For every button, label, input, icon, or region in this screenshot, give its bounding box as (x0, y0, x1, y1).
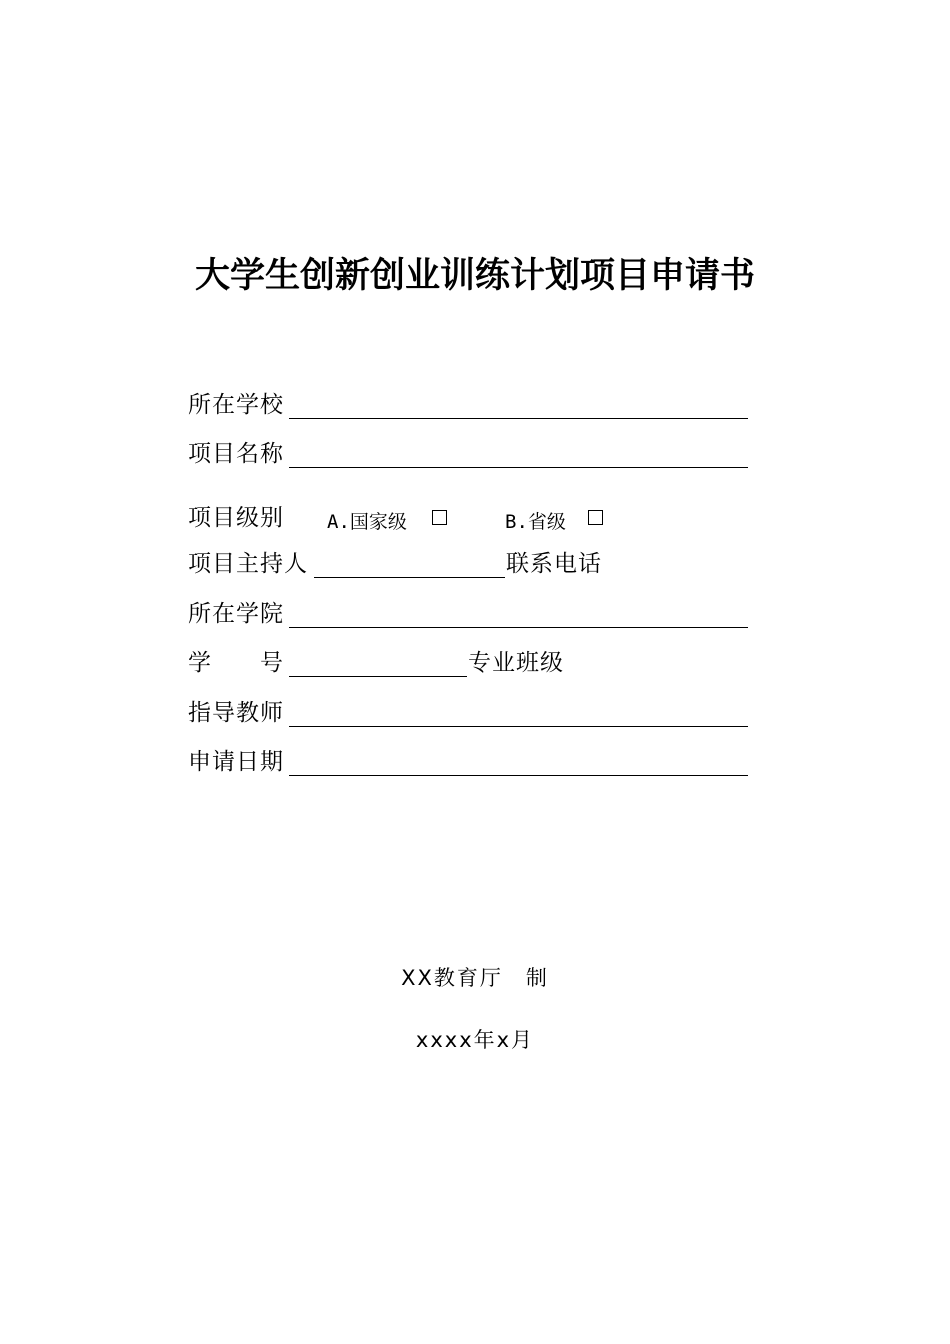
school-label: 所在学校 (188, 392, 284, 418)
school-row (188, 387, 750, 423)
college-input-line[interactable] (289, 627, 748, 628)
advisor-input-line[interactable] (289, 726, 748, 727)
application-date-input-line[interactable] (289, 775, 748, 776)
date-row (188, 744, 750, 780)
level-national-checkbox[interactable] (432, 510, 447, 525)
project-level-label: 项目级别 (188, 505, 284, 531)
project-name-label: 项目名称 (188, 441, 284, 467)
student-id-label: 学 号 (188, 650, 284, 676)
level-option-provincial-label: B.省级 (505, 511, 566, 533)
student-id-input-line[interactable] (289, 676, 467, 677)
host-input-line[interactable] (314, 577, 505, 578)
advisor-row (188, 695, 750, 731)
phone-label: 联系电话 (506, 551, 602, 577)
application-date-label: 申请日期 (188, 749, 284, 775)
document-title: 大学生创新创业训练计划项目申请书 (194, 255, 755, 296)
project-level-row (188, 500, 750, 536)
level-option-national-label: A.国家级 (327, 511, 407, 533)
college-row (188, 596, 750, 632)
level-provincial-checkbox[interactable] (588, 510, 603, 525)
issuer-text: XX教育厅 制 (401, 966, 549, 990)
issue-date-text: xxxx年x月 (415, 1028, 535, 1052)
host-row (188, 546, 750, 582)
college-label: 所在学院 (188, 601, 284, 627)
project-name-row (188, 436, 750, 472)
advisor-label: 指导教师 (188, 700, 284, 726)
major-class-label: 专业班级 (468, 650, 564, 676)
host-label: 项目主持人 (188, 551, 308, 577)
student-id-row (188, 645, 750, 681)
school-input-line[interactable] (289, 418, 748, 419)
project-name-input-line[interactable] (289, 467, 748, 468)
